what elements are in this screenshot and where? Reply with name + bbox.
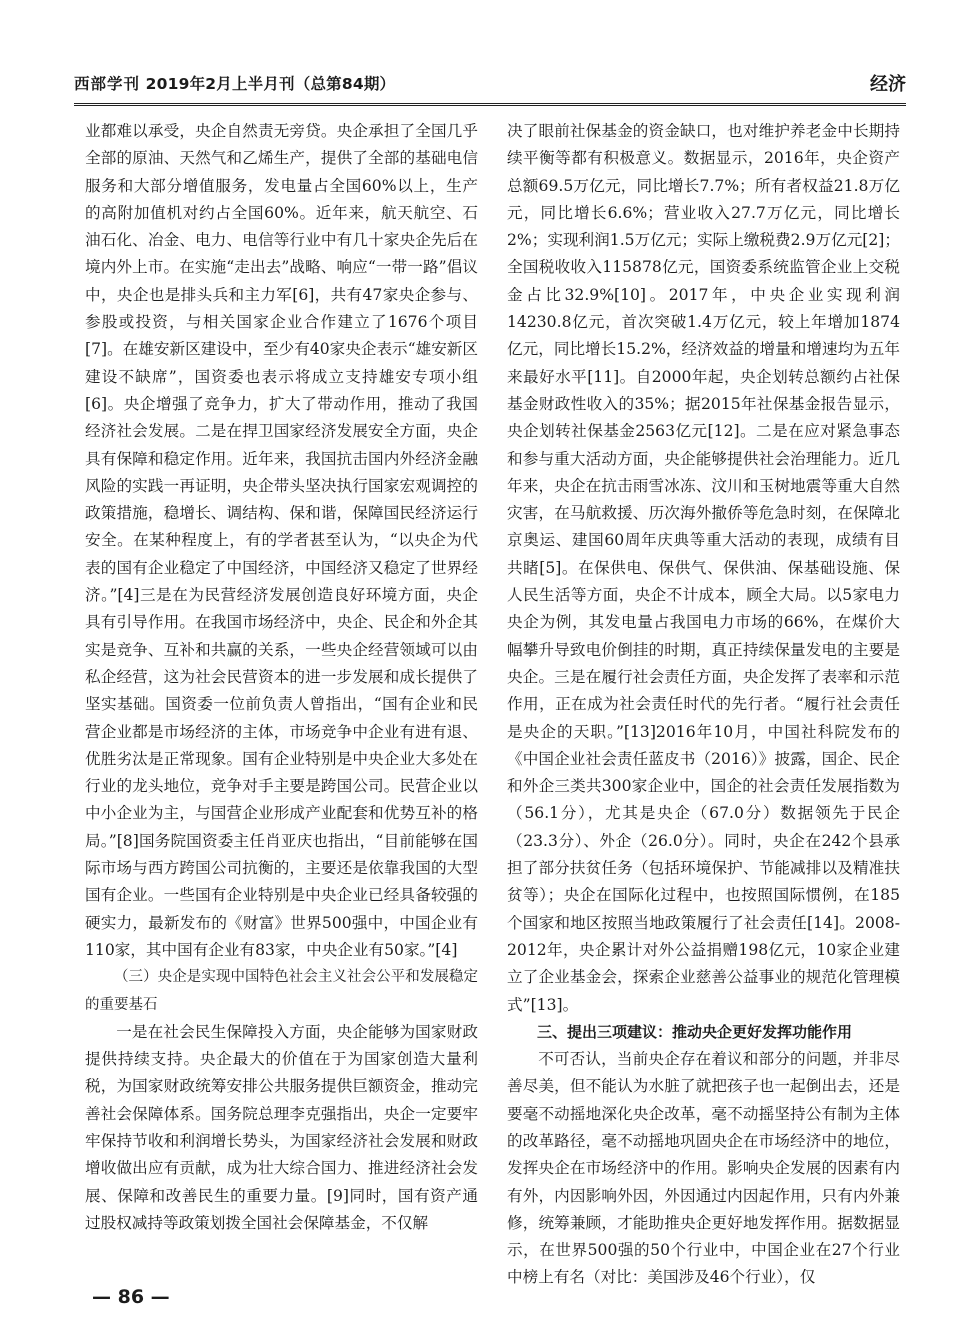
section-label: 经济 — [870, 74, 906, 95]
page-header — [74, 68, 906, 98]
issue-info: 2019年2月上半月刊（总第84期） — [145, 75, 396, 93]
right-column — [507, 118, 900, 1292]
page-number: — 86 — — [92, 1286, 170, 1308]
journal-name: 西部学刊 — [74, 74, 141, 93]
header-rule — [74, 103, 906, 108]
right-subheading: 三、提出三项建议：推动央企更好发挥功能作用 — [537, 1022, 853, 1041]
right-paragraph-2: 不可否认，当前央企存在着议和部分的问题，并非尽善尽美，但不能认为水脏了就把孩子也一起倒出去，还是要毫不动摇地深化央企改革，毫不动摇坚持公有制为主体的改革路径，毫不动摇地巩固央企在市场经济中的地位，发挥央企在市场经济中的作用。影响央企发展的因素有内有外，内因影响外因，外因通过内因起作用，只有内外兼修，统筹兼顾，才能助推央企更好地发挥作用。据数据显示，在世界500强的50个行业中，中国企业在27个行业中榜上有名（对比：美国涉及46个行业），仅 — [507, 1050, 900, 1287]
right-paragraph-1: 决了眼前社保基金的资金缺口，也对维护养老金中长期持续平衡等都有积极意义。数据显示，2016年，央企资产总额69.5万亿元，同比增长7.7%；所有者权益21.8万亿元，同比增长6.6%；营业收入27.7万亿元，同比增长2%；实现利润1.5万亿元；实际上缴税费2.9万亿元[2]；全国税收收入115878亿元，国资委系统监管企业上交税金占比32.9%[10]。2017年，中央企业实现利润14230.8亿元，首次突破1.4万亿元，较上年增加1874亿元，同比增长15.2%，经济效益的增量和增速均为五年来最好水平[11]。自2000年起，央企划转总额约占社保基金财政性收入的35%；据2015年社保基金报告显示，央企划转社保基金2563亿元[12]。二是在应对紧急事态和参与重大活动方面，央企能够提供社会治理能力。近几年来，央企在抗击雨雪冰冻、汶川和玉树地震等重大自然灾害，在马航救援、历次海外撤侨等危急时刻，在保障北京奥运、建国60周年庆典等重大活动的表现，成绩有目共睹[5]。在保供电、保供气、保供油、保基础设施、保人民生活等方面，央企不计成本，顾全大局。以5家电力央企为例，其发电量占我国电力市场的66%，在煤价大幅攀升导致电价倒挂的时期，真正持续保量发电的主要是央企。三是在履行社会责任方面，央企发挥了表率和示范作用，正在成为社会责任时代的先行者。“履行社会责任是央企的天职。”[13]2016年10月，中国社科院发布的《中国企业社会责任蓝皮书（2016）》披露，国企、民企和外企三类共300家企业中，国企的社会责任发展指数为（56.1分），尤其是央企（67.0分）数据领先于民企（23.3分）、外企（26.0分）。同时，央企在242个县承担了部分扶贫任务（包括环境保护、节能减排以及精准扶贫等）；央企在国际化过程中，也按照国际惯例，在185个国家和地区按照当地政策履行了社会责任[14]。2008-2012年，央企累计对外公益捐赠198亿元，10家企业建立了企业基金会，探索企业慈善公益事业的规范化管理模式”[13]。 — [507, 122, 900, 1014]
journal-info — [74, 72, 395, 94]
left-column — [85, 118, 478, 1237]
left-subheading: （三）央企是实现中国特色社会主义社会公平和发展稳定的重要基石 — [85, 969, 478, 1013]
left-paragraph-2: 一是在社会民生保障投入方面，央企能够为国家财政提供持续支持。央企最大的价值在于为国家创造大量利税，为国家财政统筹安排公共服务提供巨额资金，推动完善社会保障体系。国务院总理李克强指出，央企一定要牢牢保持节收和利润增长势头，为国家经济社会发展和财政增收做出应有贡献，成为壮大综合国力、推进经济社会发展、保障和改善民生的重要力量。[9]同时，国有资产通过股权减持等政策划拨全国社会保障基金，不仅解 — [85, 1022, 478, 1232]
left-paragraph-1: 业都难以承受，央企自然责无旁贷。央企承担了全国几乎全部的原油、天然气和乙烯生产，提供了全部的基础电信服务和大部分增值服务，发电量占全国60%以上，生产的高附加值机对约占全国60%。近年来，航天航空、石油石化、冶金、电力、电信等行业中有几十家央企先后在境内外上市。在实施“走出去”战略、响应“一带一路”倡议中，央企也是排头兵和主力军[6]，共有47家央企参与、参股或投资，与相关国家企业合作建立了1676个项目[7]。在雄安新区建设中，至少有40家央企表示“雄安新区建设不缺席”，国资委也表示将成立支持雄安专项小组[6]。央企增强了竞争力，扩大了带动作用，推动了我国经济社会发展。二是在捍卫国家经济发展安全方面，央企具有保障和稳定作用。近年来，我国抗击国内外经济金融风险的实践一再证明，央企带头坚决执行国家宏观调控的政策措施，稳增长、调结构、保和谐，保障国民经济运行安全。在某种程度上，有的学者甚至认为，“以央企为代表的国有企业稳定了中国经济，中国经济又稳定了世界经济。”[4]三是在为民营经济发展创造良好环境方面，央企具有引导作用。在我国市场经济中，央企、民企和外企其实是竞争、互补和共赢的关系，一些央企经营领域可以由私企经营，这为社会民营资本的进一步发展和成长提供了坚实基础。国资委一位前负责人曾指出，“国有企业和民营企业都是市场经济的主体，市场竞争中企业有进有退、优胜劣汰是正常现象。国有企业特别是中央企业大多处在行业的龙头地位，竞争对手主要是跨国公司。民营企业以中小企业为主，与国营企业形成产业配套和优势互补的格局。”[8]国务院国资委主任肖亚庆也指出，“目前能够在国际市场与西方跨国公司抗衡的，主要还是依靠我国的大型国有企业。一些国有企业特别是中央企业已经具备较强的硬实力，最新发布的《财富》世界500强中，中国企业有110家，其中国有企业有83家，中央企业有50家。”[4] — [85, 122, 478, 959]
